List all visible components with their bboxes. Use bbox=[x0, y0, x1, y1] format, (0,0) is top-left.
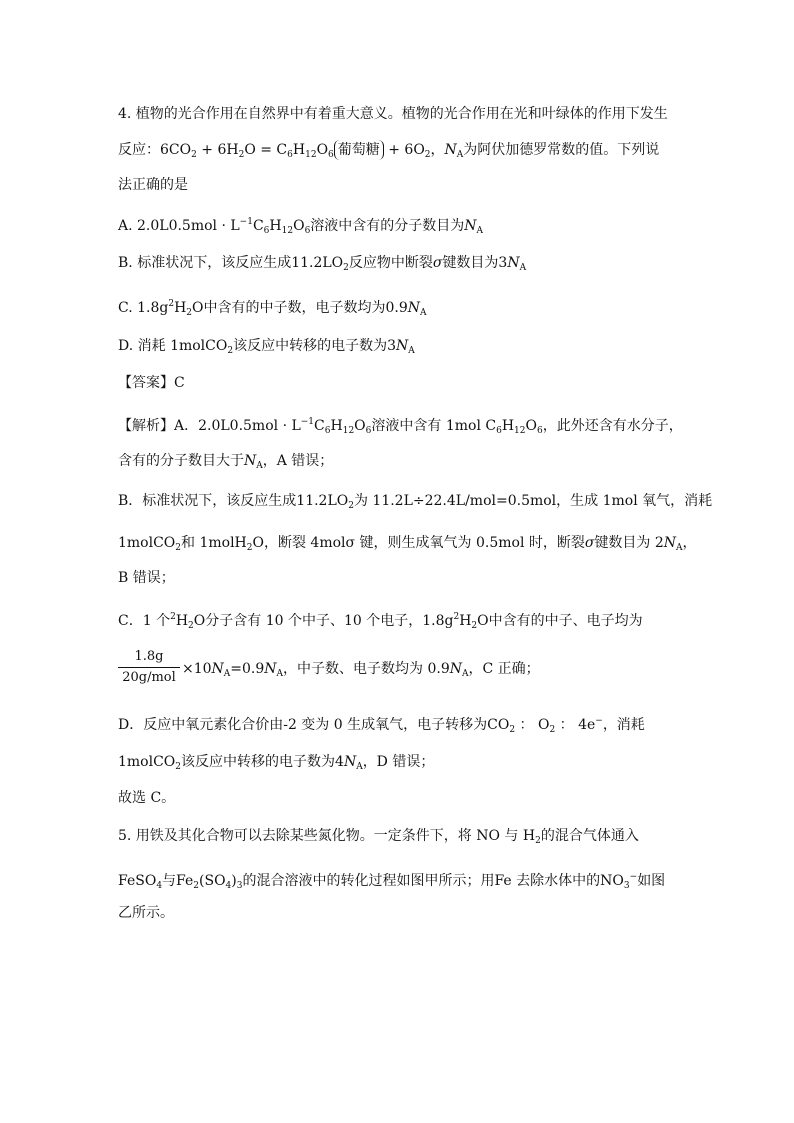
text-run: =0.9 bbox=[230, 661, 265, 677]
avogadro-symbol: N bbox=[444, 142, 457, 158]
text-run: 2 bbox=[188, 621, 194, 631]
text-run: ×10 bbox=[182, 661, 212, 677]
text-run: ： 4e bbox=[555, 717, 596, 733]
q4-stem-line-1 bbox=[118, 104, 668, 124]
text-run: A bbox=[676, 543, 683, 553]
text-run: 2 bbox=[186, 308, 193, 318]
text-run: ： O bbox=[515, 717, 550, 733]
text-run: 含有的分子数目大于 bbox=[118, 453, 244, 469]
text-run: H bbox=[501, 418, 515, 434]
text-run: A bbox=[420, 308, 427, 318]
text-run: N bbox=[264, 661, 277, 677]
text-run: 6 bbox=[496, 426, 502, 436]
text-run: 2 bbox=[471, 621, 478, 631]
text-run: O bbox=[354, 418, 366, 434]
q4-answer bbox=[118, 373, 185, 393]
text-run: 1molCO bbox=[118, 754, 176, 770]
text-run: D. 消耗 1molCO bbox=[118, 338, 228, 354]
text-run: σ bbox=[584, 535, 595, 551]
text-run: 和 1molH bbox=[181, 535, 247, 551]
text-run: ，D 错误； bbox=[362, 754, 435, 770]
text-run: 为 11.2L÷22.4L/mol=0.5mol，生成 1mol 氧气，消耗 bbox=[353, 493, 713, 509]
text-run: ，此外还含有水分子， bbox=[542, 418, 683, 434]
text-run: 1molCO bbox=[118, 535, 176, 551]
text-run: A. 2.0L0.5mol · L bbox=[118, 218, 240, 234]
text-run: 2 bbox=[175, 762, 182, 772]
q4-stem-line-2 bbox=[118, 140, 659, 165]
q4-text: ， bbox=[430, 142, 445, 158]
text-run: 6 bbox=[536, 426, 543, 436]
q4-explanation-line-1 bbox=[118, 412, 683, 441]
text-run: 12 bbox=[342, 426, 355, 436]
text-run: A bbox=[256, 461, 263, 471]
text-run: A bbox=[223, 669, 231, 679]
text-run: N bbox=[343, 754, 357, 770]
text-run: σ bbox=[432, 255, 443, 271]
fraction-denominator: 20g/mol bbox=[122, 670, 176, 685]
text-run: ) bbox=[231, 873, 237, 889]
q4-explanation-line-5 bbox=[118, 568, 175, 588]
text-run: 4 bbox=[225, 881, 232, 891]
text-run: O中含有的中子、电子均为 bbox=[477, 613, 643, 629]
text-run: 2 bbox=[453, 612, 460, 622]
text-run: 2 bbox=[193, 881, 200, 891]
text-run: D．反应中氧元素化合价由-2 变为 0 生成氧气，电子转移为CO bbox=[118, 717, 510, 733]
text-run: H bbox=[459, 613, 472, 629]
text-run: B. 标准状况下，该反应生成11.2LO bbox=[118, 255, 344, 271]
text-run: 5. 用铁及其化合物可以去除某些氮化物。一定条件下，将 NO 与 H bbox=[118, 828, 536, 844]
text-run: N bbox=[396, 338, 409, 354]
text-run: B．标准状况下，该反应生成11.2LO bbox=[118, 493, 349, 509]
text-run: − bbox=[629, 872, 638, 882]
text-run: H bbox=[269, 218, 282, 234]
text-run: 6 bbox=[365, 426, 372, 436]
text-run: N bbox=[244, 453, 257, 469]
q4-text: O = C bbox=[244, 142, 288, 158]
text-run: 2 bbox=[170, 612, 176, 622]
text-run: C. 1.8g bbox=[118, 300, 169, 316]
fraction-numerator: 1.8g bbox=[118, 648, 180, 668]
q4-explanation-line-9 bbox=[118, 752, 434, 777]
text-run: 2 bbox=[549, 725, 556, 735]
text-run: FeSO bbox=[118, 873, 157, 889]
text-run: −1 bbox=[239, 217, 253, 227]
q4-text: 为阿伏加德罗常数的值。下列说 bbox=[463, 142, 660, 158]
text-run: 4 bbox=[156, 881, 163, 891]
q4-text: + 6O bbox=[383, 142, 425, 158]
text-run: H bbox=[174, 300, 187, 316]
text-run: O bbox=[525, 418, 537, 434]
text-run: 2 bbox=[535, 836, 541, 846]
q4-text: 4. 植物的光合作用在自然界中有着重大意义。植物的光合作用在光和叶绿体的作用下发生 bbox=[118, 106, 668, 122]
text-run: A bbox=[408, 346, 415, 356]
text-run: ，中子数、电子数均为 0.9 bbox=[283, 661, 450, 677]
text-run: 6 bbox=[324, 426, 331, 436]
q5-stem-line-2 bbox=[118, 867, 665, 896]
text-run: O bbox=[293, 218, 305, 234]
q4-explanation-line-7 bbox=[182, 659, 540, 684]
text-run: 溶液中含有的分子数目为 bbox=[310, 218, 465, 234]
q4-explanation-line-10 bbox=[118, 788, 175, 808]
text-run: N bbox=[464, 218, 477, 234]
text-run: 乙所示。 bbox=[118, 905, 174, 921]
text-run: 3 bbox=[623, 881, 630, 891]
subscript: 12 bbox=[305, 150, 317, 160]
text-run: ，消耗 bbox=[602, 717, 645, 733]
text-run: N bbox=[211, 661, 224, 677]
text-run: ， bbox=[682, 535, 697, 551]
text-run: A bbox=[276, 669, 284, 679]
text-run: 反应物中断裂 bbox=[348, 255, 433, 271]
q4-stem-line-3 bbox=[118, 175, 188, 195]
text-run: ，C 正确； bbox=[468, 661, 540, 677]
q5-stem-line-1 bbox=[118, 826, 639, 851]
text-run: ，A 错误； bbox=[262, 453, 334, 469]
q4-option-b bbox=[118, 253, 526, 278]
text-run: A bbox=[462, 669, 469, 679]
subscript: 6 bbox=[328, 150, 334, 160]
q4-text: + 6H bbox=[196, 142, 239, 158]
text-run: O，断裂 4molσ 键，则生成氧气为 0.5mol 时，断裂 bbox=[252, 535, 585, 551]
text-run: 12 bbox=[281, 226, 294, 236]
text-run: O中含有的中子数，电子数均为0.9 bbox=[192, 300, 408, 316]
text-run: 6 bbox=[304, 226, 311, 236]
text-run: 溶液中含有 1mol C bbox=[371, 418, 497, 434]
q4-explanation-line-4 bbox=[118, 533, 697, 558]
q4-text: O bbox=[316, 142, 329, 158]
text-run: N bbox=[507, 255, 520, 271]
text-run: H bbox=[175, 613, 189, 629]
text-run: 该反应中转移的电子数为4 bbox=[181, 754, 344, 770]
text-run: −1 bbox=[300, 417, 315, 427]
text-run: 故选 C。 bbox=[118, 790, 176, 806]
text-run: C．1 个 bbox=[118, 613, 171, 629]
q4-option-d bbox=[118, 336, 415, 361]
subscript: 2 bbox=[238, 150, 245, 160]
text-run: A bbox=[519, 263, 527, 273]
text-run: 的混合气体通入 bbox=[540, 828, 639, 844]
text-run: 6 bbox=[263, 226, 270, 236]
text-run: 2 bbox=[343, 263, 349, 273]
text-run: C bbox=[314, 418, 325, 434]
text-run: 2 bbox=[227, 346, 234, 356]
subscript: 6 bbox=[287, 150, 293, 160]
text-run: H bbox=[330, 418, 343, 434]
subscript: 2 bbox=[191, 150, 197, 160]
text-run: 如图 bbox=[637, 873, 666, 889]
text-run: 2 bbox=[348, 501, 354, 511]
q4-explanation-line-6 bbox=[118, 607, 643, 636]
text-run: 与Fe bbox=[162, 873, 194, 889]
fraction bbox=[118, 648, 180, 687]
subscript: A bbox=[456, 150, 464, 160]
text-run: (SO bbox=[199, 873, 226, 889]
text-run: 键数目为3 bbox=[442, 255, 508, 271]
text-run: 该反应中转移的电子数为3 bbox=[233, 338, 397, 354]
text-run: 2 bbox=[509, 725, 516, 735]
q4-text: H bbox=[292, 142, 306, 158]
q4-option-a bbox=[118, 212, 483, 241]
text-run: 2 bbox=[246, 543, 253, 553]
text-run: 键数目为 2 bbox=[594, 535, 664, 551]
glucose-paren bbox=[334, 140, 384, 160]
text-run: 12 bbox=[514, 426, 526, 436]
q4-text: 反应：6CO bbox=[118, 142, 192, 158]
text-run: 【答案】C bbox=[118, 375, 185, 391]
text-run: 3 bbox=[236, 881, 243, 891]
text-run: − bbox=[595, 716, 603, 726]
text-run: C bbox=[252, 218, 264, 234]
q4-explanation-line-8 bbox=[118, 711, 645, 740]
q4-option-c bbox=[118, 294, 427, 323]
text-run: A bbox=[356, 762, 363, 772]
text-run: B 错误； bbox=[118, 570, 175, 586]
text-run: 2 bbox=[175, 543, 182, 553]
text-run: N bbox=[449, 661, 463, 677]
q4-explanation-line-2 bbox=[118, 451, 333, 476]
q5-stem-line-3 bbox=[118, 903, 174, 923]
text-run: O分子含有 10 个中子、10 个电子，1.8g bbox=[193, 613, 454, 629]
subscript: 2 bbox=[424, 150, 431, 160]
glucose-label: 葡萄糖 bbox=[337, 142, 380, 158]
q4-text: 法正确的是 bbox=[118, 177, 188, 193]
text-run: 2 bbox=[168, 299, 175, 309]
text-run: N bbox=[663, 535, 677, 551]
text-run: 【解析】A．2.0L0.5mol · L bbox=[118, 418, 301, 434]
text-run: N bbox=[407, 300, 421, 316]
text-run: 的混合溶液中的转化过程如图甲所示；用Fe 去除水体中的NO bbox=[242, 873, 624, 889]
text-run: A bbox=[476, 226, 484, 236]
q4-explanation-line-3 bbox=[118, 491, 712, 516]
